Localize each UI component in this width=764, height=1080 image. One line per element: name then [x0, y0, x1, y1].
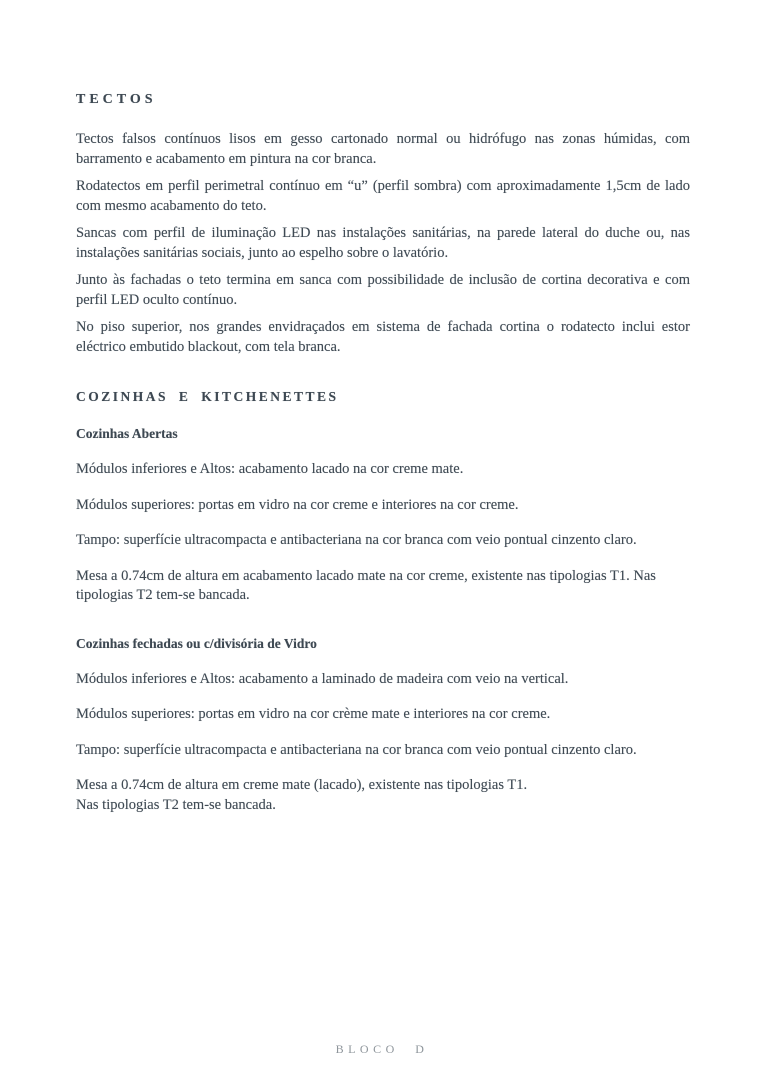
paragraph-abertas-tampo: Tampo: superfície ultracompacta e antibacteriana na cor branca com veio pontual cinzento claro. — [76, 532, 637, 548]
paragraph-fechadas-modulos-superiores: Módulos superiores: portas em vidro na cor crème mate e interiores na cor creme. — [76, 706, 551, 722]
paragraph-abertas-mesa: Mesa a 0.74cm de altura em acabamento lacado mate na cor creme, existente nas tipologias T1. Nas tipologias T2 tem-se bancada. — [76, 567, 656, 603]
section-title-tectos: TECTOS — [76, 92, 157, 107]
section-title-cozinhas: COZINHAS E KITCHENETTES — [76, 389, 339, 404]
paragraph-fechadas-mesa-line-2: Nas tipologias T2 tem-se bancada. — [76, 796, 276, 813]
paragraph-abertas-modulos-superiores: Módulos superiores: portas em vidro na cor creme e interiores na cor creme. — [76, 496, 519, 513]
paragraph-tectos-1: Tectos falsos contínuos lisos em gesso cartonado normal ou hidrófugo nas zonas húmidas, com barramento e acabamento em pintura na cor branca. — [76, 131, 690, 167]
paragraph-tectos-2: Rodatectos em perfil perimetral contínuo em “u” (perfil sombra) com aproximadamente 1,5cm de lado com mesmo acabamento do teto. — [76, 178, 690, 214]
subsection-heading-cozinhas-fechadas: Cozinhas fechadas ou c/divisória de Vidro — [76, 635, 317, 651]
section-cozinhas — [76, 387, 690, 815]
page-footer-bloco-label: BLOCO D — [335, 1042, 429, 1056]
paragraph-tectos-3: Sancas com perfil de iluminação LED nas instalações sanitárias, na parede lateral do duche ou, nas instalações sanitárias sociais, junto ao espelho sobre o lavatório. — [76, 225, 690, 261]
paragraph-fechadas-mesa — [76, 776, 690, 815]
paragraph-fechadas-mesa-line-1: Mesa a 0.74cm de altura em creme mate (lacado), existente nas tipologias T1. — [76, 777, 528, 793]
paragraph-abertas-modulos-inferiores: Módulos inferiores e Altos: acabamento lacado na cor creme mate. — [76, 461, 464, 477]
subsection-heading-cozinhas-abertas: Cozinhas Abertas — [76, 426, 178, 441]
paragraph-tectos-4: Junto às fachadas o teto termina em sanca com possibilidade de inclusão de cortina decorativa e com perfil LED oculto contínuo. — [76, 272, 690, 308]
paragraph-fechadas-modulos-inferiores: Módulos inferiores e Altos: acabamento a laminado de madeira com veio na vertical. — [76, 670, 569, 687]
paragraph-tectos-5: No piso superior, nos grandes envidraçados em sistema de fachada cortina o rodatecto inclui estor eléctrico embutido blackout, com tela branca. — [76, 319, 690, 355]
paragraph-fechadas-tampo: Tampo: superfície ultracompacta e antibacteriana na cor branca com veio pontual cinzento claro. — [76, 741, 637, 758]
section-tectos — [76, 90, 690, 357]
